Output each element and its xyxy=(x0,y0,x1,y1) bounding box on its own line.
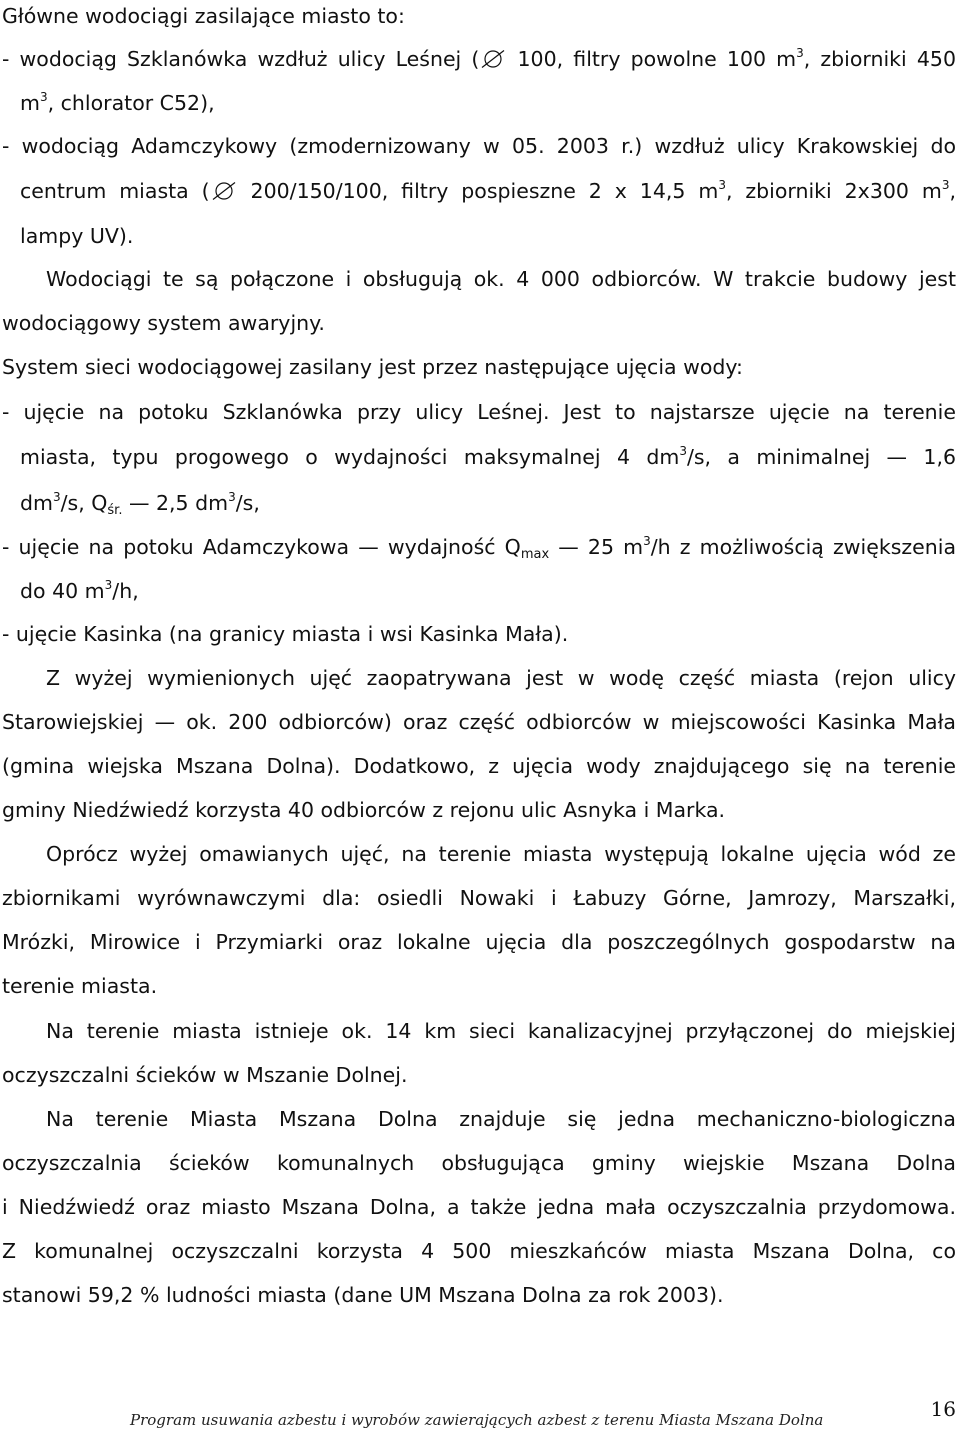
paragraph-line: System sieci wodociągowej zasilany jest przez następujące ujęcia wody: xyxy=(2,355,743,379)
paragraph-line: terenie miasta. xyxy=(2,974,158,998)
list-item-adamczykowy-line-1: - wodociąg Adamczykowy (zmodernizowany w 05. 2003 r.) wzdłuż ulicy Krakowskiej do xyxy=(2,134,956,158)
paragraph-line: Wodociągi te są połączone i obsługują ok. 4 000 odbiorców. W trakcie budowy jest xyxy=(46,267,956,291)
list-item-line: miasta, typu progowego o wydajności maksymalnej 4 $dm^3/s$, a minimalnej — 1,6 xyxy=(20,444,957,469)
paragraph-line: i Niedźwiedź oraz miasto Mszana Dolna, a także jedna mała oczyszczalnia przydomowa. xyxy=(2,1195,956,1219)
list-item-szklanowka-line-1: - wodociąg Szklanówka wzdłuż ulicy Leśnej ( 100, filtry powolne 100 $m^3$, zbiorniki 450 xyxy=(2,46,956,71)
paragraph-line: Z komunalnej oczyszczalni korzysta 4 500 mieszkańców miasta Mszana Dolna, co xyxy=(2,1239,956,1263)
list-item-line: - ujęcie Kasinka (na granicy miasta i wsi Kasinka Mała). xyxy=(2,622,569,646)
page-number: 16 xyxy=(930,1397,956,1421)
list-item-adamczykowy-line-3: lampy UV). xyxy=(20,224,134,248)
paragraph-line: Na terenie Miasta Mszana Dolna znajduje się jedna mechaniczno-biologiczna xyxy=(46,1107,956,1131)
diameter-symbol-icon xyxy=(481,50,505,68)
list-item-line: - ujęcie na potoku Szklanówka przy ulicy Leśnej. Jest to najstarsze ujęcie na terenie xyxy=(2,400,956,424)
list-item-adamczykowy-line-2: centrum miasta ( 200/150/100, filtry pospieszne 2 x 14,5 $m^3$, zbiorniki 2x300 $m^3$, xyxy=(20,178,956,203)
footer-text: Program usuwania azbestu i wyrobów zawierających azbest z terenu Miasta Mszana Dolna xyxy=(130,1411,824,1429)
paragraph-line: zbiornikami wyrównawczymi dla: osiedli Nowaki i Łabuzy Górne, Jamrozy, Marszałki, xyxy=(2,886,956,910)
paragraph-line: wodociągowy system awaryjny. xyxy=(2,311,325,335)
paragraph-line: gminy Niedźwiedź korzysta 40 odbiorców z rejonu ulic Asnyka i Marka. xyxy=(2,798,726,822)
intro-line: Główne wodociągi zasilające miasto to: xyxy=(2,4,405,28)
paragraph-line: Na terenie miasta istnieje ok. 14 km sieci kanalizacyjnej przyłączonej do miejskiej xyxy=(46,1019,956,1043)
paragraph-line: stanowi 59,2 % ludności miasta (dane UM Mszana Dolna za rok 2003). xyxy=(2,1283,724,1307)
list-item-line: - ujęcie na potoku Adamczykowa — wydajność $Q_{max}$ — 25 $m^3/h$ z możliwością zwiększenia xyxy=(2,534,956,562)
paragraph-line: Mrózki, Mirowice i Przymiarki oraz lokalne ujęcia dla poszczególnych gospodarstw na xyxy=(2,930,956,954)
diameter-symbol-icon xyxy=(212,182,236,200)
list-item-szklanowka-line-2: $m^3$, chlorator C52), xyxy=(20,90,215,115)
list-item-line: $dm^3/s$, $Q_{śr.}$ — 2,5 $dm^3/s$, xyxy=(20,490,260,518)
list-item-line: do 40 $m^3/h$, xyxy=(20,578,139,603)
paragraph-line: oczyszczalni ścieków w Mszanie Dolnej. xyxy=(2,1063,408,1087)
paragraph-line: oczyszczalnia ścieków komunalnych obsługująca gminy wiejskie Mszana Dolna xyxy=(2,1151,956,1175)
paragraph-line: (gmina wiejska Mszana Dolna). Dodatkowo, z ujęcia wody znajdującego się na terenie xyxy=(2,754,956,778)
paragraph-line: Z wyżej wymienionych ujęć zaopatrywana jest w wodę część miasta (rejon ulicy xyxy=(46,666,956,690)
paragraph-line: Oprócz wyżej omawianych ujęć, na terenie miasta występują lokalne ujęcia wód ze xyxy=(46,842,956,866)
paragraph-line: Starowiejskiej — ok. 200 odbiorców) oraz część odbiorców w miejscowości Kasinka Mała xyxy=(2,710,956,734)
